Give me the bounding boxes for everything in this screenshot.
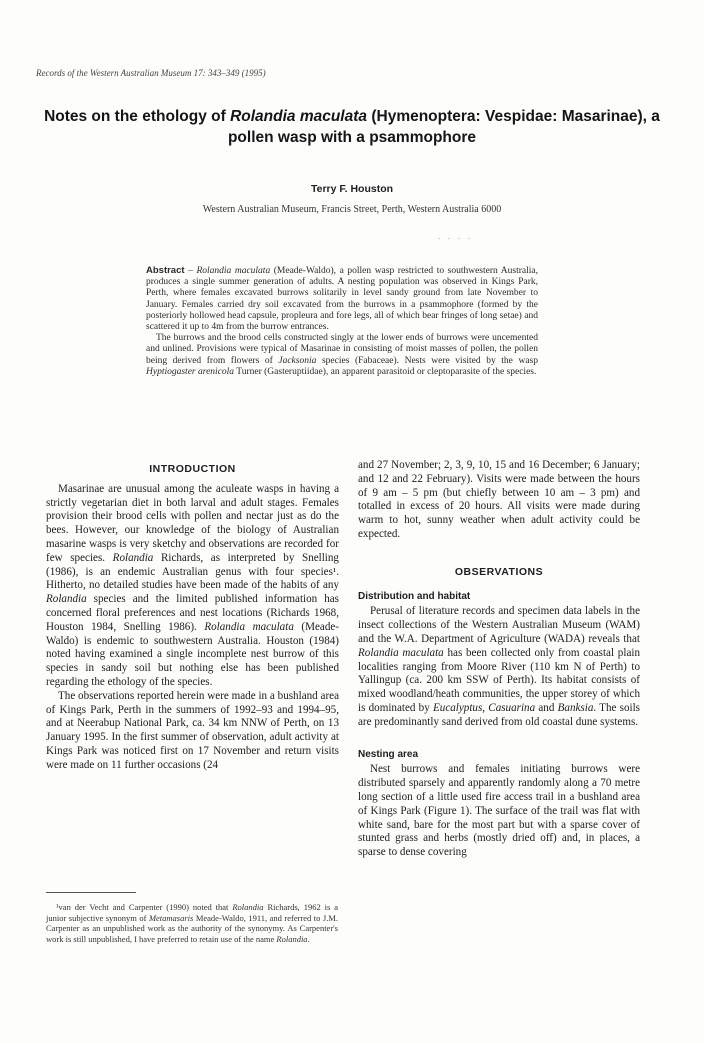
left-column — [46, 463, 339, 773]
title-pre: Notes on the ethology of — [44, 108, 231, 125]
intro-paragraph-1 — [46, 483, 339, 690]
intro-text: Masarinae are unusual among the aculeate wasps in having a strictly vegetarian diet in both larval and adult stages. Females provision their brood cells with pollen and nectar just as do the bees. However, our knowledge of the biology of Australian masarine wasps is very sketchy and observations are recorded for few species. — [46, 482, 339, 564]
author-affiliation: Western Australian Museum, Francis Street, Perth, Western Australia 6000 — [202, 204, 502, 215]
introduction-heading: INTRODUCTION — [149, 463, 236, 475]
distribution-heading: Distribution and habitat — [358, 590, 471, 602]
footnote-rule — [46, 892, 136, 893]
footnote — [46, 902, 338, 944]
abstract-text: – — [184, 266, 197, 276]
distribution-genus: Casuarina — [488, 701, 536, 714]
distribution-genus: Banksia — [557, 701, 594, 714]
distribution-text: Perusal of literature records and specimen data labels in the insect collections of the Western Australian Museum (WAM) and the W.A. Department of Agriculture (WADA) reveals that — [358, 605, 640, 645]
abstract-paragraph-1 — [146, 265, 538, 333]
footnote-text: . — [307, 933, 310, 944]
nesting-area-heading: Nesting area — [358, 748, 419, 760]
abstract-paragraph-2 — [146, 333, 538, 378]
distribution-species: Rolandia maculata — [358, 646, 444, 659]
footnote-genus: Rolandia — [232, 902, 264, 912]
abstract — [146, 265, 538, 378]
title-genus: Rolandia maculata — [230, 108, 368, 125]
footnote-text: Richards, 1962 is a junior subjective synonym of — [46, 902, 338, 923]
footnote-text: ¹van der Vecht and Carpenter (1990) noted that — [56, 902, 233, 912]
divider-dots: . . . . — [438, 232, 473, 241]
footnote-paragraph — [46, 902, 338, 944]
intro-genus: Rolandia — [112, 551, 154, 564]
distribution-text: has been collected only from coastal plain localities ranging from Moore River (110 km N of Perth) to Yallingup (ca. 200 km SSW of Perth). Its habitat consists of mixed woodland/heath communities, the upper storey of which is dominated by — [358, 646, 640, 714]
abstract-text: species (Fabaceae). Nests were visited by the wasp — [316, 355, 539, 366]
running-head: Records of the Western Australian Museum 17: 343–349 (1995) — [36, 68, 266, 78]
distribution-paragraph — [358, 605, 640, 729]
intro-text: species and the limited published information has concerned floral preferences and nest locations (Richards 1968, Houston 1984, Snelling 1986). — [46, 593, 339, 633]
abstract-text: (Meade-Waldo), a pollen wasp restricted to southwestern Australia, produces a single summer generation of adults. A nesting population was observed in Kings Park, Perth, where females excavated burrows solitarily in level sandy ground from late November to January. Females carried dry soil excavated from the burrows in a psammophore (formed by the posteriorly hollowed head capsule, propleura and fore legs, all of which bear fringes of long setae) and scattered it up to 4m from the burrow entrances. — [146, 266, 539, 333]
abstract-species: Rolandia maculata — [196, 266, 271, 276]
title-post: (Hymenoptera: Vespidae: Masarinae), a pollen wasp with a psammophore — [227, 108, 660, 146]
abstract-genus: Jacksonia — [278, 355, 317, 366]
abstract-label: Abstract — [146, 265, 185, 276]
footnote-genus: Metamasaris — [148, 912, 194, 923]
nesting-paragraph: Nest burrows and females initiating burrows were distributed sparsely and apparently randomly along a 70 metre long section of a little used fire access trail in a bushland area of Kings Park (Figure 1). The surface of the trail was flat with white sand, bare for the most part but with a sparse cover of stunted grass and herbs (mostly dried off) and, in places, a sparse to dense covering — [358, 763, 640, 859]
abstract-species: Hyptiogaster arenicola — [146, 366, 235, 377]
intro-text: (Meade-Waldo) is endemic to southwestern Australia. Houston (1984) noted having examined a single incomplete nest burrow of this species in sandy soil but nothing else has been published regarding the ethology of the species. — [46, 620, 339, 688]
article-title — [40, 106, 664, 148]
intro-species: Rolandia maculata — [204, 620, 294, 633]
distribution-genus: Eucalyptus — [433, 701, 483, 714]
abstract-text: The burrows and the brood cells constructed singly at the lower ends of burrows were uncemented and unlined. Provisions were typical of Masarinae in consisting of moist masses of pollen, the pollen being derived from flowers of — [146, 333, 538, 366]
intro-paragraph-2-continued: and 27 November; 2, 3, 9, 10, 15 and 16 December; 6 January; and 12 and 22 February). Visits were made between the hours of 9 am – 5 pm (but chiefly between 10 am – 3 pm) and totalled in excess of 20 hours. All visits were made during warm to hot, sunny weather when adult activity could be expected. — [358, 459, 640, 540]
distribution-text: and — [535, 701, 558, 714]
intro-paragraph-2: The observations reported herein were made in a bushland area of Kings Park, Perth in the summers of 1992–93 and 1994–95, and at Neerabup National Park, ca. 34 km NNW of Perth, on 13 January 1995. In the first summer of observation, adult activity at Kings Park was noticed first on 17 November and return visits were made on 11 further occasions (24 — [46, 689, 339, 771]
observations-heading: OBSERVATIONS — [454, 565, 544, 578]
footnote-genus: Rolandia — [276, 933, 308, 944]
author-name: Terry F. Houston — [310, 183, 394, 195]
right-column — [358, 459, 640, 860]
intro-text: Richards, as interpreted by Snelling (1986), is an endemic Australian genus with four species¹. Hitherto, no detailed studies have been made of the habits of any — [46, 551, 339, 592]
abstract-text: Turner (Gasteruptiidae), an apparent parasitoid or cleptoparasite of the species. — [234, 366, 537, 377]
intro-genus: Rolandia — [46, 593, 87, 606]
distribution-text: , — [482, 701, 489, 714]
distribution-text: . The soils are predominantly sand derived from old coastal dune systems. — [358, 701, 640, 728]
footnote-text: Meade-Waldo, 1911, and referred to J.M. Carpenter as an unpublished work as the authority of the synonymy. As Carpenter's work is still unpublished, I have preferred to retain use of the name — [46, 912, 338, 944]
